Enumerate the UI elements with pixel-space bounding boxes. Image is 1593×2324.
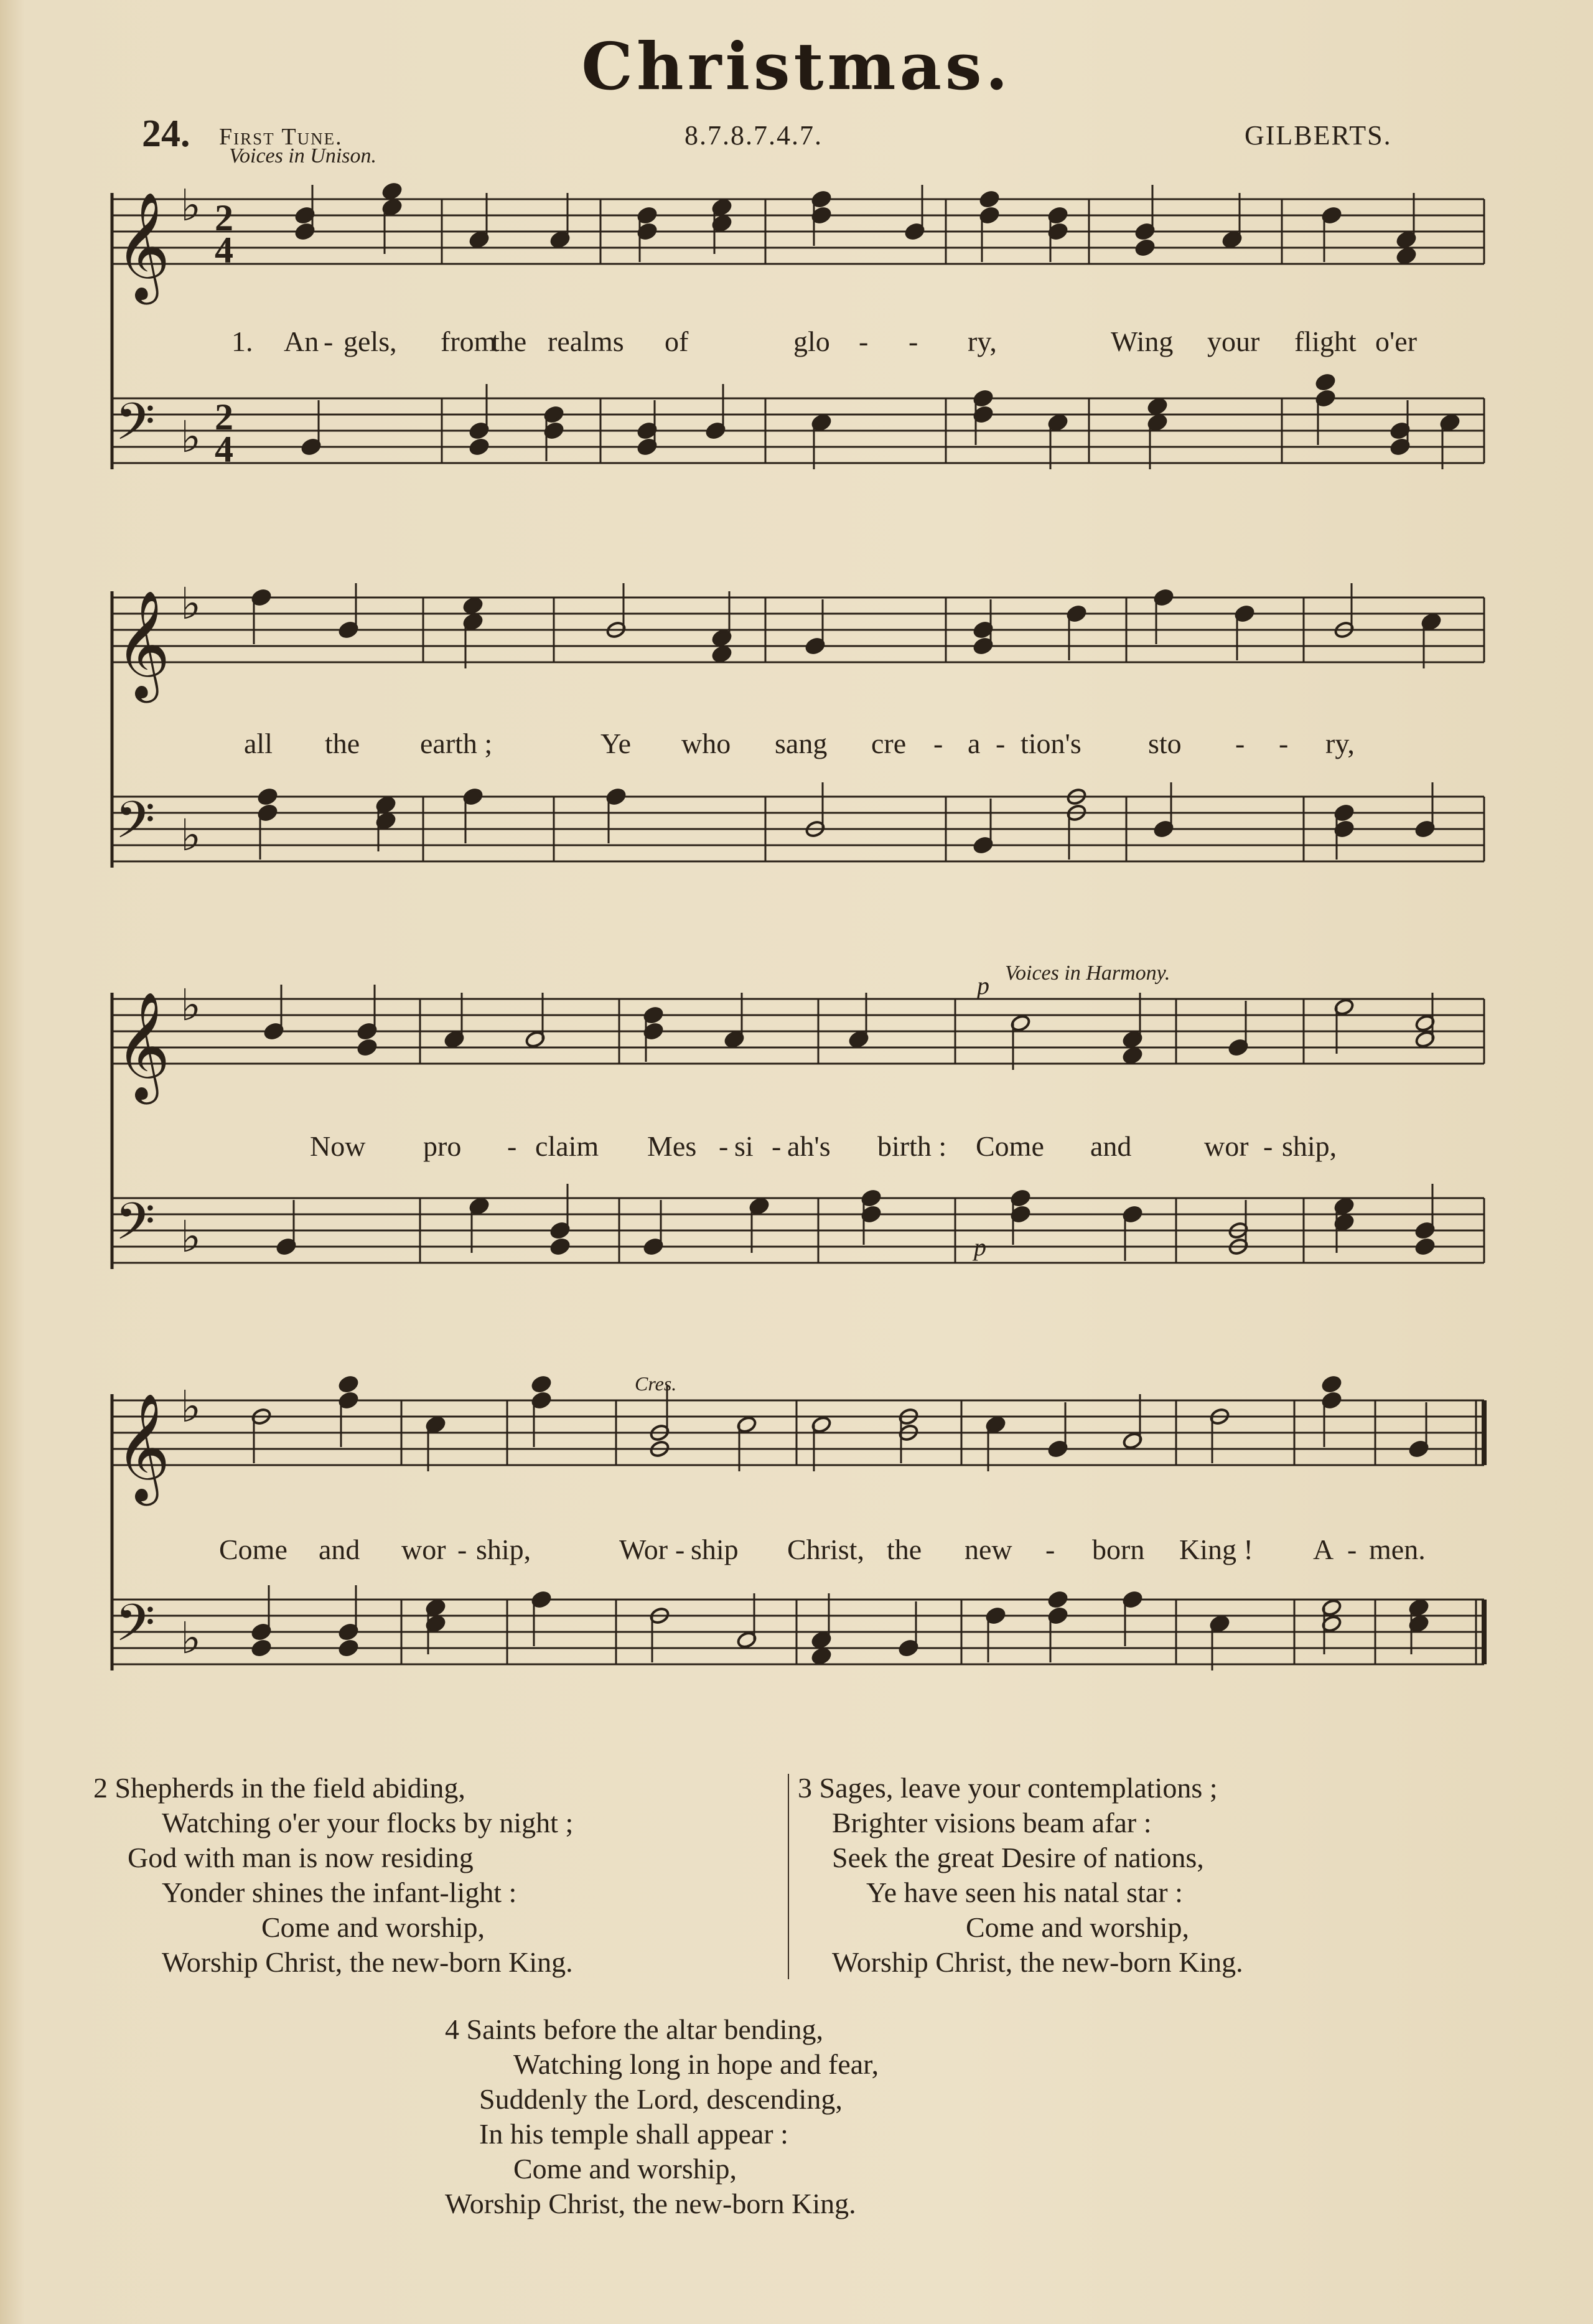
lyric-syllable: realms bbox=[548, 326, 624, 357]
lyric-syllable: - bbox=[675, 1534, 685, 1565]
verse-line: Suddenly the Lord, descending, bbox=[479, 2083, 843, 2115]
lyric-syllable: 1. bbox=[231, 326, 253, 357]
notehead bbox=[1147, 397, 1168, 416]
notehead bbox=[531, 1375, 552, 1394]
verse-line: Watching o'er your flocks by night ; bbox=[162, 1807, 574, 1839]
verse-line: Come and worship, bbox=[966, 1911, 1190, 1943]
notehead bbox=[462, 596, 484, 615]
verse-line: 2 Shepherds in the field abiding, bbox=[93, 1772, 465, 1804]
lyric-syllable: claim bbox=[535, 1130, 599, 1162]
lyric-syllable: the bbox=[887, 1534, 922, 1565]
dynamic-piano-bass: p bbox=[974, 1233, 986, 1261]
lyric-syllable: ship bbox=[691, 1534, 739, 1565]
notehead bbox=[1134, 238, 1156, 257]
lyric-syllable: - bbox=[909, 326, 918, 357]
lyric-syllable: wor bbox=[1204, 1130, 1249, 1162]
treble-clef-icon: 𝄞 bbox=[115, 991, 171, 1100]
time-signature-bottom: 4 bbox=[215, 230, 233, 271]
lyric-syllable: - bbox=[457, 1534, 467, 1565]
verse-line: Seek the great Desire of nations, bbox=[832, 1842, 1204, 1873]
bass-clef-icon: 𝄢 bbox=[115, 1593, 156, 1666]
lyric-syllable: ah's bbox=[787, 1130, 831, 1162]
lyric-syllable: Wor bbox=[619, 1534, 668, 1565]
flat-key-signature-icon: ♭ bbox=[180, 1381, 202, 1432]
notehead bbox=[338, 1375, 359, 1394]
lyric-syllable: pro bbox=[423, 1130, 462, 1162]
lyric-syllable: birth : bbox=[877, 1130, 947, 1162]
flat-key-signature-icon: ♭ bbox=[180, 1613, 202, 1664]
notehead bbox=[1396, 246, 1417, 265]
hymn-meter: 8.7.8.7.4.7. bbox=[684, 120, 823, 151]
lyric-syllable: the bbox=[325, 728, 360, 759]
treble-clef-icon: 𝄞 bbox=[115, 1393, 171, 1501]
notehead bbox=[711, 645, 732, 663]
lyric-syllable: - bbox=[324, 326, 334, 357]
lyric-syllable: - bbox=[933, 728, 943, 759]
verse-line: Brighter visions beam afar : bbox=[832, 1807, 1152, 1839]
time-signature-top: 2 bbox=[215, 197, 233, 238]
lyric-syllable: men. bbox=[1369, 1534, 1426, 1565]
lyric-syllable: - bbox=[772, 1130, 782, 1162]
lyric-syllable: earth ; bbox=[420, 728, 493, 759]
dynamic-piano: p bbox=[977, 972, 989, 1000]
lyric-syllable: - bbox=[507, 1130, 517, 1162]
treble-clef-icon: 𝄞 bbox=[115, 192, 171, 300]
notehead bbox=[1414, 1237, 1436, 1256]
lyric-syllable: ship, bbox=[1282, 1130, 1337, 1162]
lyric-syllable: and bbox=[1090, 1130, 1132, 1162]
notehead bbox=[1122, 1046, 1143, 1065]
flat-key-signature-icon: ♭ bbox=[180, 810, 202, 861]
verse-line: 4 Saints before the altar bending, bbox=[445, 2013, 824, 2045]
lyric-syllable: Come bbox=[976, 1130, 1044, 1162]
time-signature-bottom: 4 bbox=[215, 429, 233, 470]
flat-key-signature-icon: ♭ bbox=[180, 180, 202, 231]
lyric-syllable: - bbox=[859, 326, 869, 357]
lyric-syllable: A bbox=[1313, 1534, 1334, 1565]
lyric-syllable: all bbox=[244, 728, 273, 759]
lyric-syllable: tion's bbox=[1021, 728, 1081, 759]
lyric-syllable: gels, bbox=[343, 326, 397, 357]
notehead bbox=[1321, 1375, 1342, 1394]
notehead bbox=[251, 1639, 272, 1657]
notehead bbox=[1315, 373, 1336, 391]
lyric-syllable: Christ, bbox=[787, 1534, 864, 1565]
lyric-syllable: Wing bbox=[1111, 326, 1174, 357]
lyric-syllable: sang bbox=[775, 728, 828, 759]
lyric-syllable: - bbox=[996, 728, 1006, 759]
lyric-syllable: wor bbox=[401, 1534, 446, 1565]
verse-line: In his temple shall appear : bbox=[479, 2118, 788, 2150]
lyrics-line-1 bbox=[0, 325, 1593, 362]
notehead bbox=[811, 1647, 832, 1666]
lyric-syllable: born bbox=[1092, 1534, 1145, 1565]
direction-harmony: Voices in Harmony. bbox=[1005, 962, 1170, 985]
tune-label: First Tune. bbox=[219, 124, 343, 150]
lyric-syllable: - bbox=[1279, 728, 1289, 759]
hymn-number: 24. bbox=[142, 113, 190, 155]
dynamic-crescendo: Cres. bbox=[635, 1372, 677, 1395]
time-signature-top: 2 bbox=[215, 396, 233, 438]
verse-4 bbox=[445, 2012, 879, 2221]
notehead bbox=[338, 1639, 359, 1657]
notehead bbox=[381, 182, 403, 200]
verse-line: Worship Christ, the new-born King. bbox=[832, 1946, 1243, 1978]
verse-divider bbox=[788, 1774, 789, 1979]
lyric-syllable: flight bbox=[1294, 326, 1357, 357]
lyric-syllable: sto bbox=[1148, 728, 1182, 759]
verse-line: Come and worship, bbox=[261, 1911, 485, 1943]
lyric-syllable: Now bbox=[310, 1130, 366, 1162]
notehead bbox=[549, 1237, 571, 1256]
verse-3 bbox=[798, 1771, 1243, 1980]
lyric-syllable: - bbox=[719, 1130, 729, 1162]
notehead bbox=[257, 787, 278, 806]
lyric-syllable: ry, bbox=[1325, 728, 1355, 759]
direction-unison: Voices in Unison. bbox=[229, 144, 377, 167]
lyrics-line-2 bbox=[0, 727, 1593, 764]
lyric-syllable: - bbox=[1235, 728, 1245, 759]
lyric-syllable: si bbox=[734, 1130, 754, 1162]
verse-line: God with man is now residing bbox=[128, 1842, 474, 1873]
bass-clef-icon: 𝄢 bbox=[115, 391, 156, 464]
notehead bbox=[469, 438, 490, 456]
lyrics-line-3 bbox=[0, 1130, 1593, 1167]
lyric-syllable: Mes bbox=[647, 1130, 697, 1162]
treble-clef-icon: 𝄞 bbox=[115, 590, 171, 698]
lyric-syllable: and bbox=[319, 1534, 360, 1565]
lyric-syllable: ship, bbox=[476, 1534, 531, 1565]
lyric-syllable: - bbox=[1347, 1534, 1357, 1565]
verse-line: 3 Sages, leave your contemplations ; bbox=[798, 1772, 1218, 1804]
bass-clef-icon: 𝄢 bbox=[115, 1191, 156, 1264]
flat-key-signature-icon: ♭ bbox=[180, 411, 202, 462]
verse-line: Yonder shines the infant-light : bbox=[162, 1877, 517, 1908]
lyric-syllable: new bbox=[965, 1534, 1012, 1565]
verse-line: Watching long in hope and fear, bbox=[513, 2048, 879, 2080]
notehead bbox=[1047, 1590, 1068, 1609]
lyric-syllable: Come bbox=[219, 1534, 287, 1565]
lyric-syllable: - bbox=[1045, 1534, 1055, 1565]
lyric-syllable: from bbox=[441, 326, 497, 357]
lyric-syllable: Ye bbox=[600, 728, 632, 759]
lyrics-line-4 bbox=[0, 1533, 1593, 1570]
page-title: Christmas. bbox=[581, 28, 1012, 105]
flat-key-signature-icon: ♭ bbox=[180, 980, 202, 1031]
lyric-syllable: ry, bbox=[968, 326, 997, 357]
lyric-syllable: An bbox=[284, 326, 319, 357]
lyric-syllable: a bbox=[968, 728, 981, 759]
flat-key-signature-icon: ♭ bbox=[180, 1211, 202, 1262]
lyric-syllable: the bbox=[492, 326, 527, 357]
lyric-syllable: King ! bbox=[1179, 1534, 1253, 1565]
lyric-syllable: of bbox=[665, 326, 689, 357]
lyric-syllable: o'er bbox=[1375, 326, 1418, 357]
verse-line: Worship Christ, the new-born King. bbox=[445, 2188, 856, 2219]
bass-clef-icon: 𝄢 bbox=[115, 790, 156, 863]
lyric-syllable: cre bbox=[871, 728, 907, 759]
verse-line: Worship Christ, the new-born King. bbox=[162, 1946, 573, 1978]
composer-name: GILBERTS. bbox=[1245, 120, 1392, 151]
lyric-syllable: glo bbox=[793, 326, 830, 357]
lyric-syllable: who bbox=[681, 728, 731, 759]
verse-2 bbox=[93, 1771, 573, 1980]
lyric-syllable: - bbox=[1263, 1130, 1273, 1162]
notehead bbox=[979, 190, 1000, 209]
verse-line: Come and worship, bbox=[513, 2153, 737, 2185]
verse-line: Ye have seen his natal star : bbox=[866, 1877, 1183, 1908]
lyric-syllable: your bbox=[1207, 326, 1260, 357]
flat-key-signature-icon: ♭ bbox=[180, 578, 202, 629]
notehead bbox=[357, 1038, 378, 1057]
